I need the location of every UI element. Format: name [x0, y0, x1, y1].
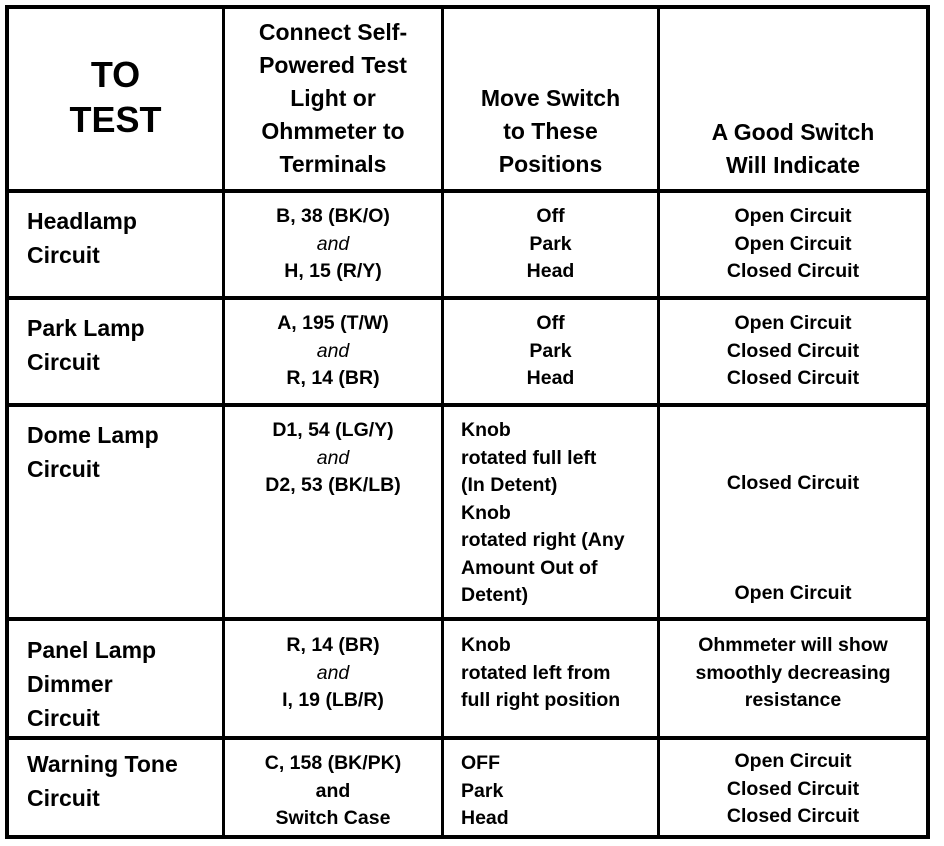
positions-dome-lamp [444, 417, 657, 610]
row-divider [5, 736, 930, 740]
position-line: Detent) [461, 584, 529, 606]
indicate-dome-lamp-closed [660, 470, 926, 498]
row-label-line: Warning Tone [27, 751, 178, 777]
positions-warning-tone [444, 750, 657, 833]
terminal-line: and [316, 446, 350, 469]
indicate-line: Ohmmeter will show [698, 634, 888, 656]
header-line: Connect Self- [258, 19, 408, 45]
indicate-line: Closed Circuit [726, 367, 860, 389]
position-line: rotated full left [461, 446, 597, 469]
row-label-line: Dimmer [27, 671, 113, 697]
position-line: Park [529, 232, 572, 255]
position-line: rotated right (Any [461, 529, 625, 551]
row-label-line: Circuit [27, 349, 100, 375]
positions-panel-lamp-dimmer [444, 632, 657, 715]
terminal-line: R, 14 (BR) [286, 367, 380, 389]
terminal-line: B, 38 (BK/O) [276, 205, 390, 227]
position-line: Park [529, 339, 572, 362]
terminal-line: I, 19 (LB/R) [282, 689, 384, 711]
row-label-line: Circuit [27, 785, 100, 811]
indicate-line: Closed Circuit [726, 777, 860, 800]
terminal-line: and [316, 232, 350, 255]
terminal-line: D2, 53 (BK/LB) [265, 474, 401, 496]
position-line: Head [526, 367, 575, 389]
header-line: Move Switch [480, 85, 621, 111]
row-divider [5, 403, 930, 407]
header-move-switch [444, 82, 657, 181]
terminals-headlamp [225, 203, 441, 286]
indicate-line: Open Circuit [734, 205, 852, 227]
position-line: OFF [461, 752, 500, 774]
indicate-line: Open Circuit [734, 582, 852, 604]
indicate-park-lamp [660, 310, 926, 393]
position-line: Off [536, 205, 565, 227]
header-line: Positions [498, 151, 603, 177]
row-label-panel-lamp-dimmer [9, 633, 222, 735]
row-label-line: Park Lamp [27, 315, 145, 341]
indicate-line: resistance [744, 689, 842, 711]
indicate-line: Closed Circuit [726, 472, 860, 494]
header-line: TEST [69, 99, 162, 140]
header-to-test [9, 52, 222, 142]
row-label-line: Circuit [27, 705, 100, 731]
indicate-line: Open Circuit [734, 750, 852, 772]
indicate-dome-lamp-open [660, 580, 926, 608]
row-label-line: Dome Lamp [27, 422, 159, 448]
indicate-line: smoothly decreasing [695, 661, 891, 684]
position-line: (In Detent) [461, 474, 558, 496]
header-line: Light or [290, 85, 376, 111]
position-line: full right position [461, 689, 621, 711]
header-line: Ohmmeter to [261, 118, 405, 144]
row-label-line: Panel Lamp [27, 637, 157, 663]
header-line: Will Indicate [726, 152, 860, 178]
position-line: Knob [461, 501, 511, 524]
row-label-line: Headlamp [27, 208, 137, 234]
indicate-line: Closed Circuit [726, 260, 860, 282]
row-label-line: Circuit [27, 456, 100, 482]
position-line: Head [526, 260, 575, 282]
indicate-warning-tone [660, 748, 926, 831]
row-label-line: Circuit [27, 242, 100, 268]
terminals-park-lamp [225, 310, 441, 393]
terminal-line: R, 14 (BR) [286, 634, 380, 656]
terminal-line: Switch Case [275, 807, 391, 829]
terminal-line: A, 195 (T/W) [277, 312, 389, 334]
indicate-line: Open Circuit [734, 232, 852, 255]
indicate-line: Open Circuit [734, 312, 852, 334]
position-line: Head [461, 807, 509, 829]
position-line: Amount Out of [461, 556, 598, 579]
header-line: to These [503, 118, 598, 144]
header-line: TO [90, 54, 141, 95]
terminals-dome-lamp [225, 417, 441, 500]
terminal-line: and [316, 339, 350, 362]
row-divider [5, 617, 930, 621]
row-label-park-lamp [9, 311, 222, 379]
positions-park-lamp [444, 310, 657, 393]
header-line: Powered Test [259, 52, 407, 78]
terminal-line: and [316, 661, 350, 684]
position-line: Knob [461, 419, 511, 441]
position-line: Knob [461, 634, 511, 656]
terminals-panel-lamp-dimmer [225, 632, 441, 715]
terminal-line: H, 15 (R/Y) [284, 260, 382, 282]
indicate-line: Closed Circuit [726, 339, 860, 362]
indicate-line: Closed Circuit [726, 805, 860, 827]
row-divider [5, 189, 930, 193]
terminal-line: and [315, 779, 351, 802]
row-label-warning-tone [9, 747, 222, 815]
indicate-headlamp [660, 203, 926, 286]
row-divider [5, 296, 930, 300]
header-line: Terminals [279, 151, 387, 177]
row-label-dome-lamp [9, 418, 222, 486]
position-line: Off [536, 312, 565, 334]
header-good-switch [660, 116, 926, 182]
indicate-panel-lamp-dimmer [660, 632, 926, 715]
terminal-line: D1, 54 (LG/Y) [272, 419, 394, 441]
terminals-warning-tone [225, 750, 441, 833]
position-line: rotated left from [461, 661, 611, 684]
header-connect-terminals [225, 16, 441, 181]
positions-headlamp [444, 203, 657, 286]
header-line: A Good Switch [711, 119, 875, 145]
terminal-line: C, 158 (BK/PK) [264, 752, 402, 774]
row-label-headlamp [9, 204, 222, 272]
position-line: Park [461, 779, 504, 802]
